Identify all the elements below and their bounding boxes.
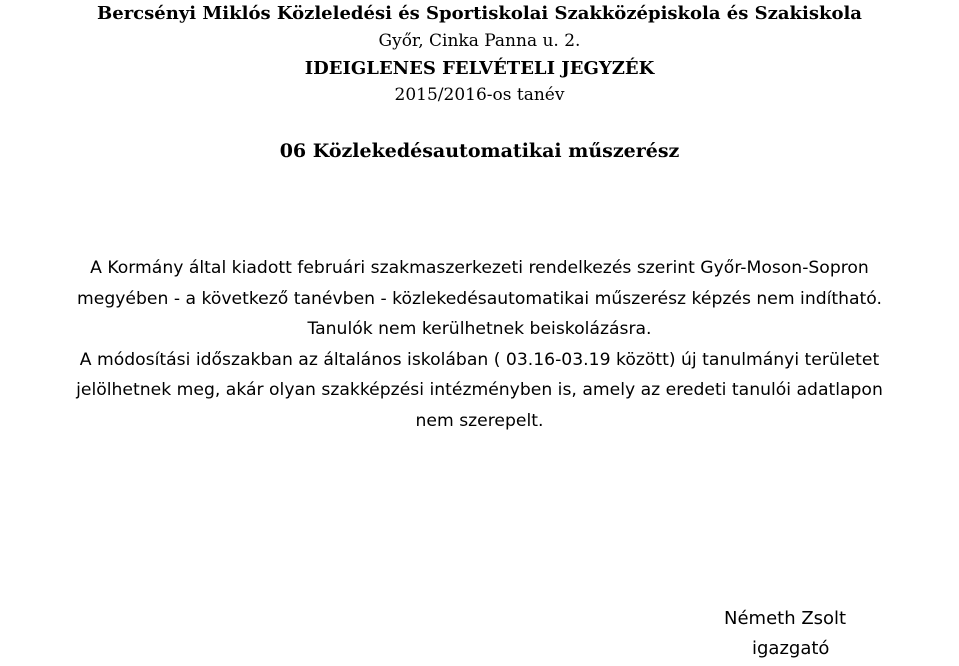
school-address: Győr, Cinka Panna u. 2. [378,31,581,51]
notice-text [0,253,959,437]
signatory-name: Németh Zsolt [724,608,847,629]
program-name: 06 Közlekedésautomatikai műszerész [279,140,680,162]
document-title: IDEIGLENES FELVÉTELI JEGYZÉK [304,58,655,79]
notice-line: A Kormány által kiadott februári szakmaszerkezeti rendelkezés szerint Győr-Moson-Sopron [90,258,869,278]
signatory-role: igazgató [752,638,830,659]
school-year: 2015/2016-os tanév [394,85,565,105]
notice-line: A módosítási időszakban az általános iskolában ( 03.16-03.19 között) új tanulmányi területet [79,349,880,370]
notice-line: jelölhetnek meg, akár olyan szakképzési intézményben is, amely az eredeti tanulói adatlapon [76,380,883,401]
school-name: Bercsényi Miklós Közleledési és Sportiskolai Szakközépiskola és Szakiskola [97,3,862,24]
signature-block [724,604,874,664]
notice-line: megyében - a következő tanévben - közlekedésautomatikai műszerész képzés nem indítható. [77,288,882,309]
notice-line: Tanulók nem kerülhetnek beiskolázásra. [307,319,652,340]
notice-line: nem szerepelt. [415,410,544,431]
